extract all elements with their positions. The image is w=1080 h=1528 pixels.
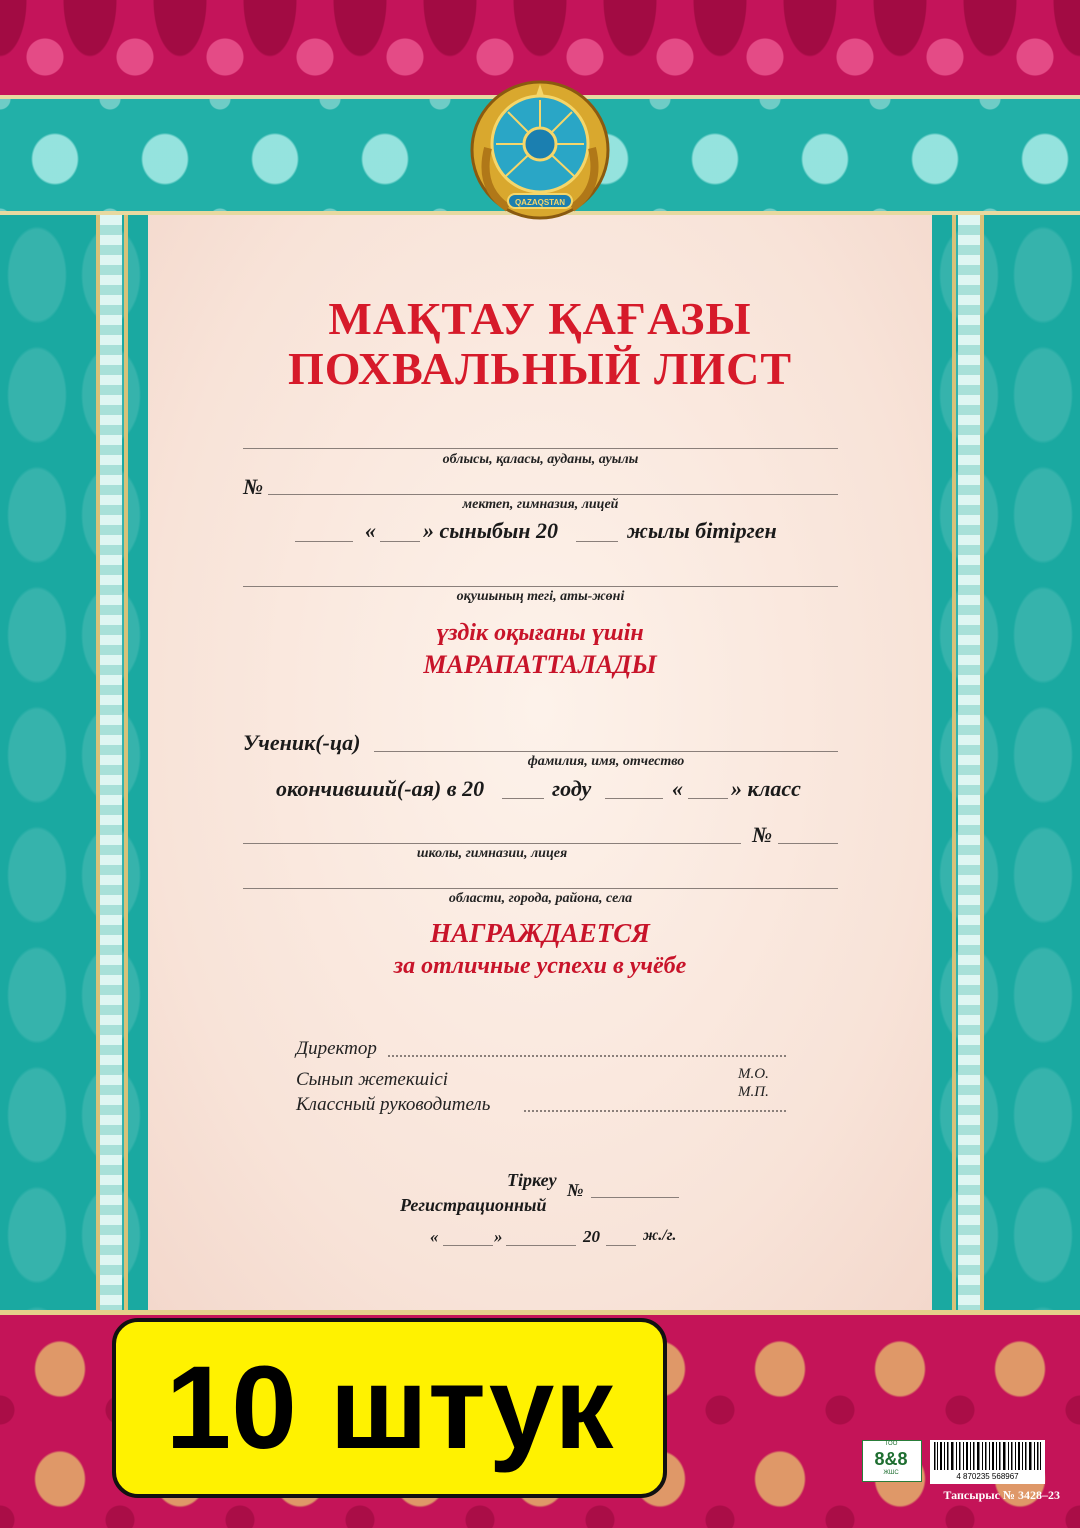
class-open-quote: « [365,518,376,543]
fill-line [688,798,728,799]
class-open-quote-ru: « [672,776,683,801]
fill-line [591,1197,679,1198]
class-text-kz: » сыныбын 20 [423,518,558,543]
caption-school-ru: школы, гимназии, лицея [416,846,568,861]
class-teacher-label-kz: Сынып жетекшісі [296,1069,449,1090]
gold-line [952,215,956,1310]
seal-label-ru: М.П. [738,1084,769,1100]
award-title-kz: МАРАПАТТАЛАДЫ [423,650,657,679]
order-number: Тапсырыс № 3428–23 [943,1488,1060,1502]
fill-line [243,448,838,449]
quantity-badge-text: 10 штук [165,1342,614,1474]
caption-student-kz: оқушының тегі, аты-жөні [456,589,625,604]
fill-line [380,541,420,542]
student-label-ru: Ученик(-ца) [243,730,361,755]
date-open-quote: « [430,1227,439,1246]
right-border-strip [958,215,980,1310]
seal-label-kz: М.О. [738,1066,769,1082]
date-year-prefix: 20 [583,1227,600,1246]
registration-label-kz: Тіркеу [507,1170,557,1190]
fill-line [243,843,741,844]
class-text-ru: » класс [731,776,801,801]
fill-line [606,1245,636,1246]
barcode-number: 4 870235 568967 [956,1472,1019,1481]
number-sign: № [243,474,264,499]
award-title-ru: НАГРАЖДАЕТСЯ [430,918,650,948]
award-reason-ru: за отличные успехи в учёбе [393,953,687,979]
caption-fio-ru: фамилия, имя, отчество [527,754,685,769]
graduated-text-ru: окончивший(-ая) в 20 [276,776,485,801]
gold-line [980,215,984,1310]
gold-line [96,215,100,1310]
fill-line [374,751,838,752]
award-reason-kz: үздік оқығаны үшін [436,620,644,646]
emblem-text: QAZAQSTAN [514,198,566,207]
class-teacher-label-ru: Классный руководитель [296,1094,491,1115]
state-emblem-icon [468,78,612,222]
left-border-strip [100,215,122,1310]
publisher-logo-sub: ЖШС [883,1470,899,1476]
director-label: Директор [296,1038,377,1059]
caption-region-kz: облысы, қаласы, ауданы, ауылы [442,452,639,467]
caption-school-kz: мектеп, гимназия, лицей [462,497,619,512]
year-text-ru: году [552,776,592,801]
fill-line [295,541,353,542]
fill-line [243,888,838,889]
fill-line [268,494,838,495]
signature-line [388,1055,786,1057]
fill-line [506,1245,576,1246]
fill-line [778,843,838,844]
date-close-quote: » [494,1227,503,1246]
date-year-suffix: ж./г. [643,1227,677,1244]
registration-label-ru: Регистрационный [400,1195,547,1215]
signature-line [524,1110,786,1112]
title-russian: ПОХВАЛЬНЫЙ ЛИСТ [287,343,793,394]
number-sign-ru: № [752,822,773,847]
fill-line [502,798,544,799]
title-kazakh: МАҚТАУ ҚАҒАЗЫ [328,293,752,344]
registration-number-sign: № [567,1180,584,1200]
barcode-icon [930,1440,1045,1472]
publisher-logo-small: ТОО [884,1441,898,1447]
fill-line [605,798,663,799]
caption-region-ru: области, города, района, села [448,891,633,906]
publisher-logo-text: 8&8 [874,1449,908,1469]
gold-line [124,215,128,1310]
fill-line [576,541,618,542]
fill-line [243,586,838,587]
graduated-text-kz: жылы бітірген [627,518,777,543]
fill-line [443,1245,493,1246]
